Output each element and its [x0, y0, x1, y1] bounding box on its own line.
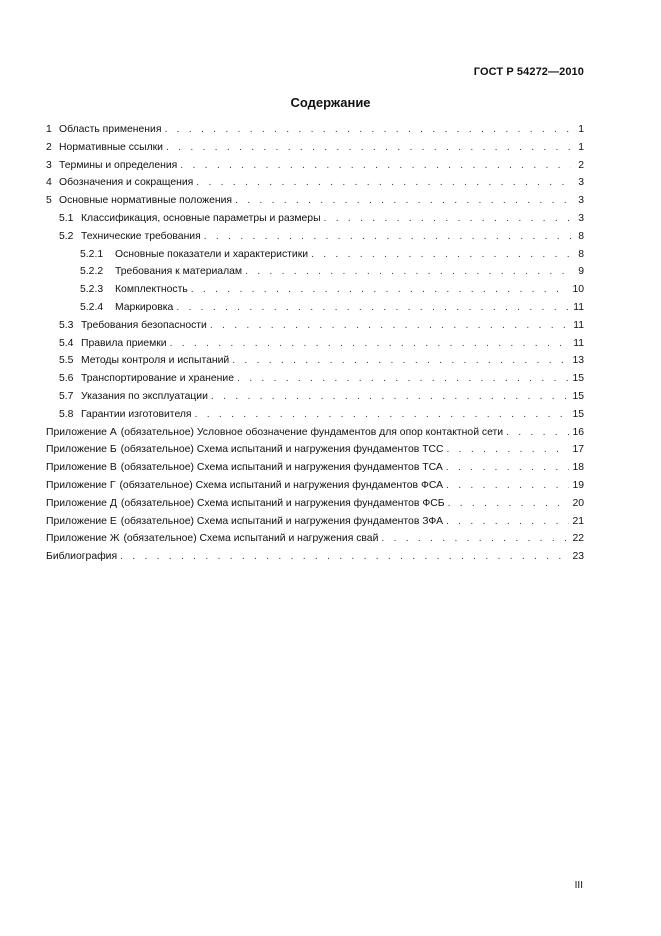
toc-entry[interactable] — [46, 124, 584, 142]
toc-entry-label: (обязательное) Схема испытаний и нагружения фундаментов ЗФА — [120, 515, 443, 527]
toc-leader-dots — [210, 320, 570, 331]
toc-entry-page: 18 — [572, 462, 584, 474]
toc-entry-number: Приложение Б — [46, 444, 117, 456]
toc-entry-label: (обязательное) Схема испытаний и нагружения фундаментов ТСС — [120, 444, 444, 456]
toc-leader-dots — [232, 355, 569, 366]
toc-entry-label: (обязательное) Схема испытаний и нагружения фундаментов ФСБ — [120, 497, 445, 509]
toc-entry-number: Приложение А — [46, 426, 117, 438]
toc-entry-label: Классификация, основные параметры и размеры — [81, 212, 321, 224]
toc-leader-dots — [245, 266, 571, 277]
toc-entry-page: 11 — [573, 337, 584, 349]
toc-entry[interactable] — [46, 516, 584, 534]
toc-entry-label: Область применения — [59, 124, 162, 135]
toc-entry[interactable] — [46, 551, 584, 569]
toc-entry[interactable] — [46, 231, 584, 249]
toc-entry-number: 5.5 — [59, 355, 74, 367]
toc-entry-number: 5.2.2 — [80, 266, 104, 278]
toc-entry-label: (обязательное) Схема испытаний и нагружения фундаментов ФСА — [119, 479, 444, 491]
toc-entry[interactable] — [46, 195, 584, 213]
toc-entry[interactable] — [46, 373, 584, 391]
toc-leader-dots — [196, 177, 571, 188]
toc-entry-page: 22 — [572, 533, 584, 545]
toc-entry-label: Требования безопасности — [81, 319, 207, 331]
toc-leader-dots — [446, 444, 569, 455]
toc-entry-label: Основные нормативные положения — [59, 195, 233, 207]
toc-entry-page: 8 — [578, 230, 584, 242]
toc-entry-number: Приложение В — [46, 462, 117, 474]
toc-entry-page: 8 — [578, 248, 584, 260]
toc-entry-number: Приложение Г — [46, 479, 116, 491]
toc-entry[interactable] — [46, 320, 584, 338]
toc-entry-label: (обязательное) Схема испытаний и нагружения фундаментов ТСА — [120, 462, 443, 474]
toc-entry[interactable] — [46, 284, 584, 302]
toc-entry-label: Нормативные ссылки — [59, 141, 163, 153]
toc-leader-dots — [446, 516, 569, 527]
toc-entry-number: 5 — [46, 195, 52, 207]
toc-leader-dots — [446, 480, 569, 491]
toc-leader-dots — [170, 338, 571, 349]
toc-entry-label: Транспортирование и хранение — [81, 373, 235, 385]
toc-entry-number: 5.2.1 — [80, 248, 104, 260]
toc-entry-label: Технические требования — [81, 230, 201, 242]
toc-entry-page: 11 — [573, 301, 584, 313]
toc-entry-page: 3 — [578, 212, 584, 224]
toc-leader-dots — [180, 160, 571, 171]
toc-entry-label: (обязательное) Схема испытаний и нагружения свай — [123, 533, 379, 545]
toc-entry-number: 5.8 — [59, 408, 74, 420]
toc-entry[interactable] — [46, 266, 584, 284]
toc-entry-number: 1 — [46, 124, 52, 135]
toc-entry[interactable] — [46, 391, 584, 409]
toc-entry-label: (обязательное) Условное обозначение фундаментов для опор контактной сети — [120, 426, 504, 438]
toc-entry-page: 10 — [572, 284, 584, 296]
toc-leader-dots — [311, 249, 571, 260]
toc-entry-page: 3 — [578, 195, 584, 207]
toc-leader-dots — [164, 124, 571, 135]
toc-entry[interactable] — [46, 462, 584, 480]
toc-entry-page: 21 — [572, 515, 584, 527]
toc-entry-label: Термины и определения — [59, 159, 178, 171]
table-of-contents — [46, 124, 584, 569]
toc-entry-page: 20 — [572, 497, 584, 509]
toc-entry-number: Приложение Е — [46, 515, 117, 527]
toc-entry[interactable] — [46, 177, 584, 195]
toc-entry-page: 15 — [572, 390, 584, 402]
toc-entry-number: Приложение Ж — [46, 533, 120, 545]
toc-entry-number: 2 — [46, 141, 52, 153]
toc-entry-page: 17 — [572, 444, 584, 456]
toc-entry-number: 5.2.3 — [80, 284, 104, 296]
toc-leader-dots — [191, 284, 570, 295]
toc-entry-page: 11 — [573, 319, 584, 331]
toc-title: Содержание — [290, 95, 371, 110]
document-code: ГОСТ Р 54272—2010 — [473, 66, 584, 78]
toc-entry[interactable] — [46, 302, 584, 320]
toc-entry-page: 9 — [578, 266, 584, 278]
toc-entry-number: 4 — [46, 177, 52, 189]
toc-entry-number: 5.1 — [59, 212, 74, 224]
toc-entry[interactable] — [46, 355, 584, 373]
toc-entry-page: 15 — [572, 373, 584, 385]
toc-entry-number: 5.6 — [59, 373, 74, 385]
toc-entry[interactable] — [46, 444, 584, 462]
toc-entry-label: Основные показатели и характеристики — [115, 248, 309, 260]
toc-entry[interactable] — [46, 498, 584, 516]
toc-entry-label: Гарантии изготовителя — [81, 408, 192, 420]
toc-leader-dots — [448, 498, 570, 509]
toc-entry-number: 5.4 — [59, 337, 74, 349]
toc-entry-label: Правила приемки — [81, 337, 167, 349]
page-folio: III — [574, 880, 583, 891]
toc-entry-label: Обозначения и сокращения — [59, 177, 194, 189]
toc-leader-dots — [195, 409, 570, 420]
toc-entry-number: 5.3 — [59, 319, 74, 331]
toc-entry[interactable] — [46, 533, 584, 551]
toc-entry[interactable] — [46, 480, 584, 498]
toc-entry-label: Библиография — [46, 551, 118, 563]
toc-entry-page: 15 — [572, 408, 584, 420]
toc-entry-page: 1 — [578, 141, 584, 153]
toc-entry-label: Указания по эксплуатации — [81, 390, 208, 402]
toc-leader-dots — [381, 533, 569, 544]
toc-leader-dots — [204, 231, 571, 242]
toc-entry-page: 16 — [572, 426, 584, 438]
toc-entry[interactable] — [46, 142, 584, 160]
toc-entry[interactable] — [46, 338, 584, 356]
toc-leader-dots — [120, 551, 569, 562]
toc-entry-label: Маркировка — [115, 301, 174, 313]
toc-leader-dots — [237, 373, 569, 384]
toc-entry-label: Требования к материалам — [115, 266, 243, 278]
toc-entry-page: 19 — [572, 479, 584, 491]
toc-entry[interactable] — [46, 409, 584, 427]
toc-entry-page: 3 — [578, 177, 584, 189]
toc-entry[interactable] — [46, 160, 584, 178]
toc-entry-page: 13 — [572, 355, 584, 367]
toc-entry[interactable] — [46, 427, 584, 445]
toc-entry-number: 5.2.4 — [80, 301, 104, 313]
toc-entry-label: Комплектность — [115, 284, 188, 296]
toc-leader-dots — [211, 391, 570, 402]
toc-leader-dots — [176, 302, 570, 313]
toc-entry-label: Методы контроля и испытаний — [81, 355, 230, 367]
toc-entry-number: 5.7 — [59, 390, 74, 402]
toc-leader-dots — [324, 213, 571, 224]
toc-leader-dots — [235, 195, 571, 206]
toc-entry-page: 1 — [578, 124, 584, 135]
toc-leader-dots — [166, 142, 571, 153]
toc-entry-page: 23 — [572, 551, 584, 563]
toc-entry-number: 3 — [46, 159, 52, 171]
toc-entry-page: 2 — [578, 159, 584, 171]
toc-entry-number: 5.2 — [59, 230, 74, 242]
toc-leader-dots — [446, 462, 570, 473]
toc-leader-dots — [506, 427, 569, 438]
toc-entry-number: Приложение Д — [46, 497, 117, 509]
toc-entry[interactable] — [46, 249, 584, 267]
toc-entry[interactable] — [46, 213, 584, 231]
